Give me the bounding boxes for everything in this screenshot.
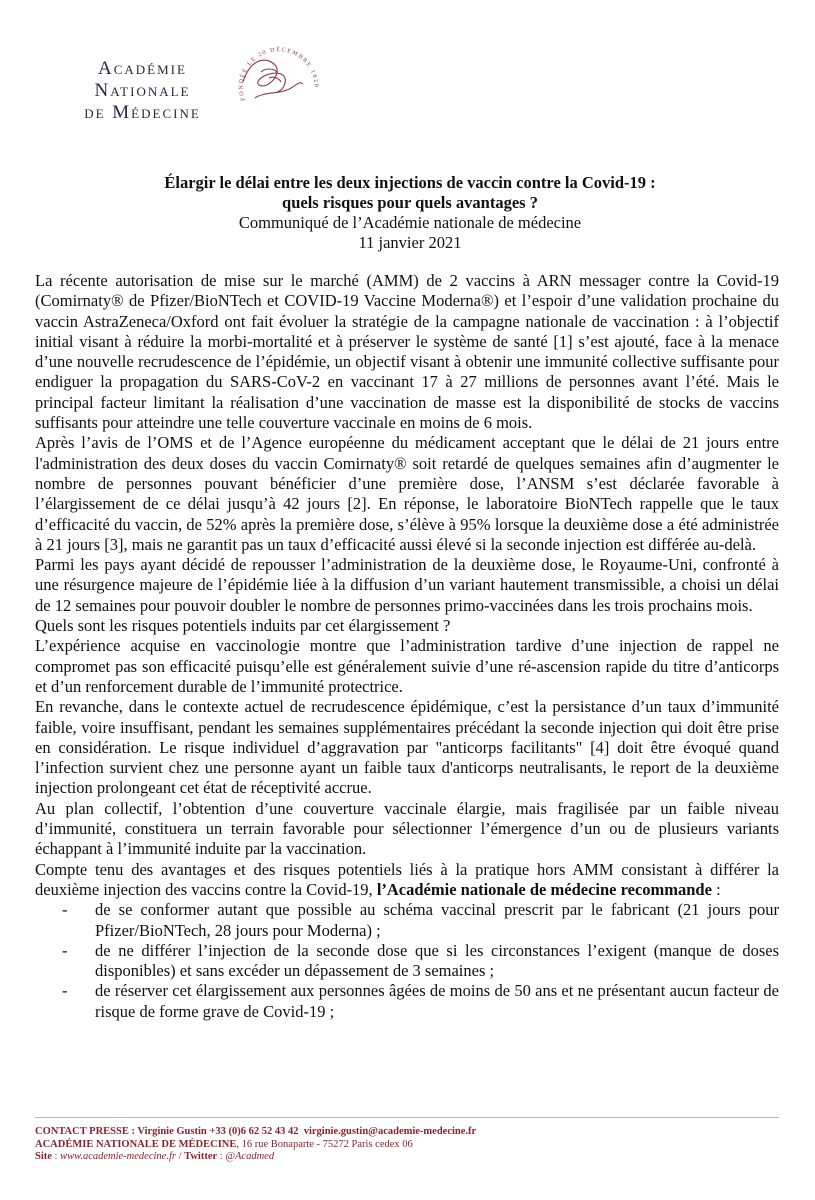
list-item [35, 981, 779, 1022]
document-heading [60, 173, 760, 253]
paragraph-6: En revanche, dans le contexte actuel de recrudescence épidémique, c’est la persistance d’un taux d’immunité faible, voire insuffisant, pendant les semaines supplémentaires précédant la seconde injection qui doit être prise en considération. Le risque individuel d’aggravation par "anticorps facilitants" [4] doit être évoqué quand l’infection survient chez une personne ayant un faible taux d'anticorps neutralisants, le report de la deuxième injection prolongeant cet état de réceptivité accrue. [35, 697, 779, 798]
twitter-link[interactable]: @Acadmed [225, 1151, 275, 1162]
address-rest: , 16 rue Bonaparte - 75272 Paris cedex 06 [236, 1138, 413, 1150]
dash-marker: - [62, 940, 68, 960]
contact-email-link[interactable]: virginie.gustin@academie-medecine.fr [303, 1126, 477, 1137]
document-body [35, 271, 779, 1022]
recommendation-2: de ne différer l’injection de la seconde dose que si les circonstances l’exigent (manque de doses disponibles) et sans excéder un dépassement de 3 semaines ; [95, 940, 779, 981]
seal-arc-text: FONDÉE LE 20 DÉCEMBRE 1820 [238, 47, 319, 102]
academy-logo [55, 30, 319, 130]
paragraph-8-end: : [711, 879, 721, 899]
list-item [35, 941, 779, 982]
recommendation-lead: l’Académie nationale de médecine recommande [376, 879, 712, 899]
dash-marker: - [62, 981, 68, 1001]
paragraph-8 [35, 860, 779, 901]
logo-line-2: Nationale [94, 80, 191, 101]
address-name: ACADÉMIE NATIONALE DE MÉDECINE [35, 1138, 237, 1150]
twitter-label: Twitter [184, 1151, 218, 1162]
paragraph-3: Parmi les pays ayant décidé de repousser l’administration de la deuxième dose, le Royaume-Uni, confronté à une résurgence majeure de l’épidémie liée à la diffusion d’un variant hautement transmissible, a choisi un délai de 12 semaines pour pouvoir doubler le nombre de personnes primo-vaccinées dans les trois prochains mois. [35, 555, 779, 615]
date: 11 janvier 2021 [358, 233, 462, 252]
contact-label: CONTACT PRESSE : Virginie Gustin +33 (0)6 62 52 43 42 [35, 1126, 299, 1137]
recommendation-3: de réserver cet élargissement aux personnes âgées de moins de 50 ans et ne présentant aucun facteur de risque de forme grave de Covid-19 ; [95, 981, 779, 1021]
paragraph-1: La récente autorisation de mise sur le marché (AMM) de 2 vaccins à ARN messager contre la Covid-19 (Comirnaty® de Pfizer/BioNTech et COVID-19 Vaccine Moderna®) et l’espoir d’une validation prochaine du vaccin AstraZeneca/Oxford ont fait évoluer la stratégie de la campagne nationale de vaccination : à l’objectif initial visant à réduire la morbi-mortalité et à préserver le système de santé [1] s’est ajouté, face à la menace d’une nouvelle recrudescence de l’épidémie, un objectif visant à obtenir une immunité collective suffisante pour endiguer la propagation du SARS-CoV-2 en vaccinant 17 à 27 millions de personnes avant l’été. Mais le principal facteur limitant la réalisation d’une vaccination de masse est la disponibilité de stocks de vaccins suffisants pour atteindre une telle couverture vaccinale en moins de 6 mois. [35, 271, 779, 433]
list-item [35, 900, 779, 941]
footer-site: Site : www.academie-medecine.fr / Twitter : @Acadmed [35, 1151, 275, 1162]
seal-icon [215, 30, 330, 125]
paragraph-5: L’expérience acquise en vaccinologie montre que l’administration tardive d’une injection de rappel ne compromet pas son efficacité puisqu’elle est généralement suivie d’une ré-ascension rapide du titre d’anticorps et d’un renforcement durable de l’immunité protectrice. [35, 636, 779, 696]
paragraph-8-start: Compte tenu des avantages et des risques potentiels liés à la pratique hors AMM consistant à différer la deuxième injection des vaccins contre la Covid-19, [35, 859, 779, 899]
site-link[interactable]: www.academie-medecine.fr [60, 1151, 176, 1162]
subtitle: Communiqué de l’Académie nationale de médecine [238, 213, 582, 232]
site-label: Site [35, 1151, 52, 1162]
title-line-1: Élargir le délai entre les deux injections de vaccin contre la Covid-19 : [164, 173, 656, 192]
dash-marker: - [62, 900, 68, 920]
footer-divider [35, 1117, 779, 1118]
logo-wordmark [55, 58, 230, 124]
recommendation-1: de se conformer autant que possible au schéma vaccinal prescrit par le fabricant (21 jours pour Pfizer/BioNTech, 28 jours pour Moderna) ; [95, 900, 779, 940]
paragraph-7: Au plan collectif, l’obtention d’une couverture vaccinale élargie, mais fragilisée par un faible niveau d’immunité, constituera un terrain favorable pour sélectionner l’émergence d’un ou de plusieurs variants échappant à l’immunité induite par la vaccination. [35, 798, 779, 859]
footer [35, 1126, 476, 1164]
footer-address [35, 1139, 476, 1152]
logo-line-1: Académie [98, 58, 187, 79]
logo-line-3: de Médecine [84, 102, 201, 123]
footer-contact [35, 1126, 476, 1139]
recommendation-list [35, 900, 779, 1022]
paragraph-2: Après l’avis de l’OMS et de l’Agence européenne du médicament acceptant que le délai de 21 jours entre l'administration des deux doses du vaccin Comirnaty® soit retardé de quelques semaines afin d’augmenter le nombre de personnes pouvant bénéficier d’une première dose, l’ANSM s’est déclarée favorable à l’élargissement de ce délai jusqu’à 42 jours [2]. En réponse, le laboratoire BioNTech rappelle que le taux d’efficacité du vaccin, de 52% après la première dose, s’élève à 95% lorsque la deuxième dose a été administrée à 21 jours [3], mais ne garantit pas un taux d’efficacité aussi élevé si la seconde injection est différée au-delà. [35, 433, 779, 554]
paragraph-4: Quels sont les risques potentiels induits par cet élargissement ? [35, 616, 451, 636]
title-line-2: quels risques pour quels avantages ? [282, 193, 538, 212]
